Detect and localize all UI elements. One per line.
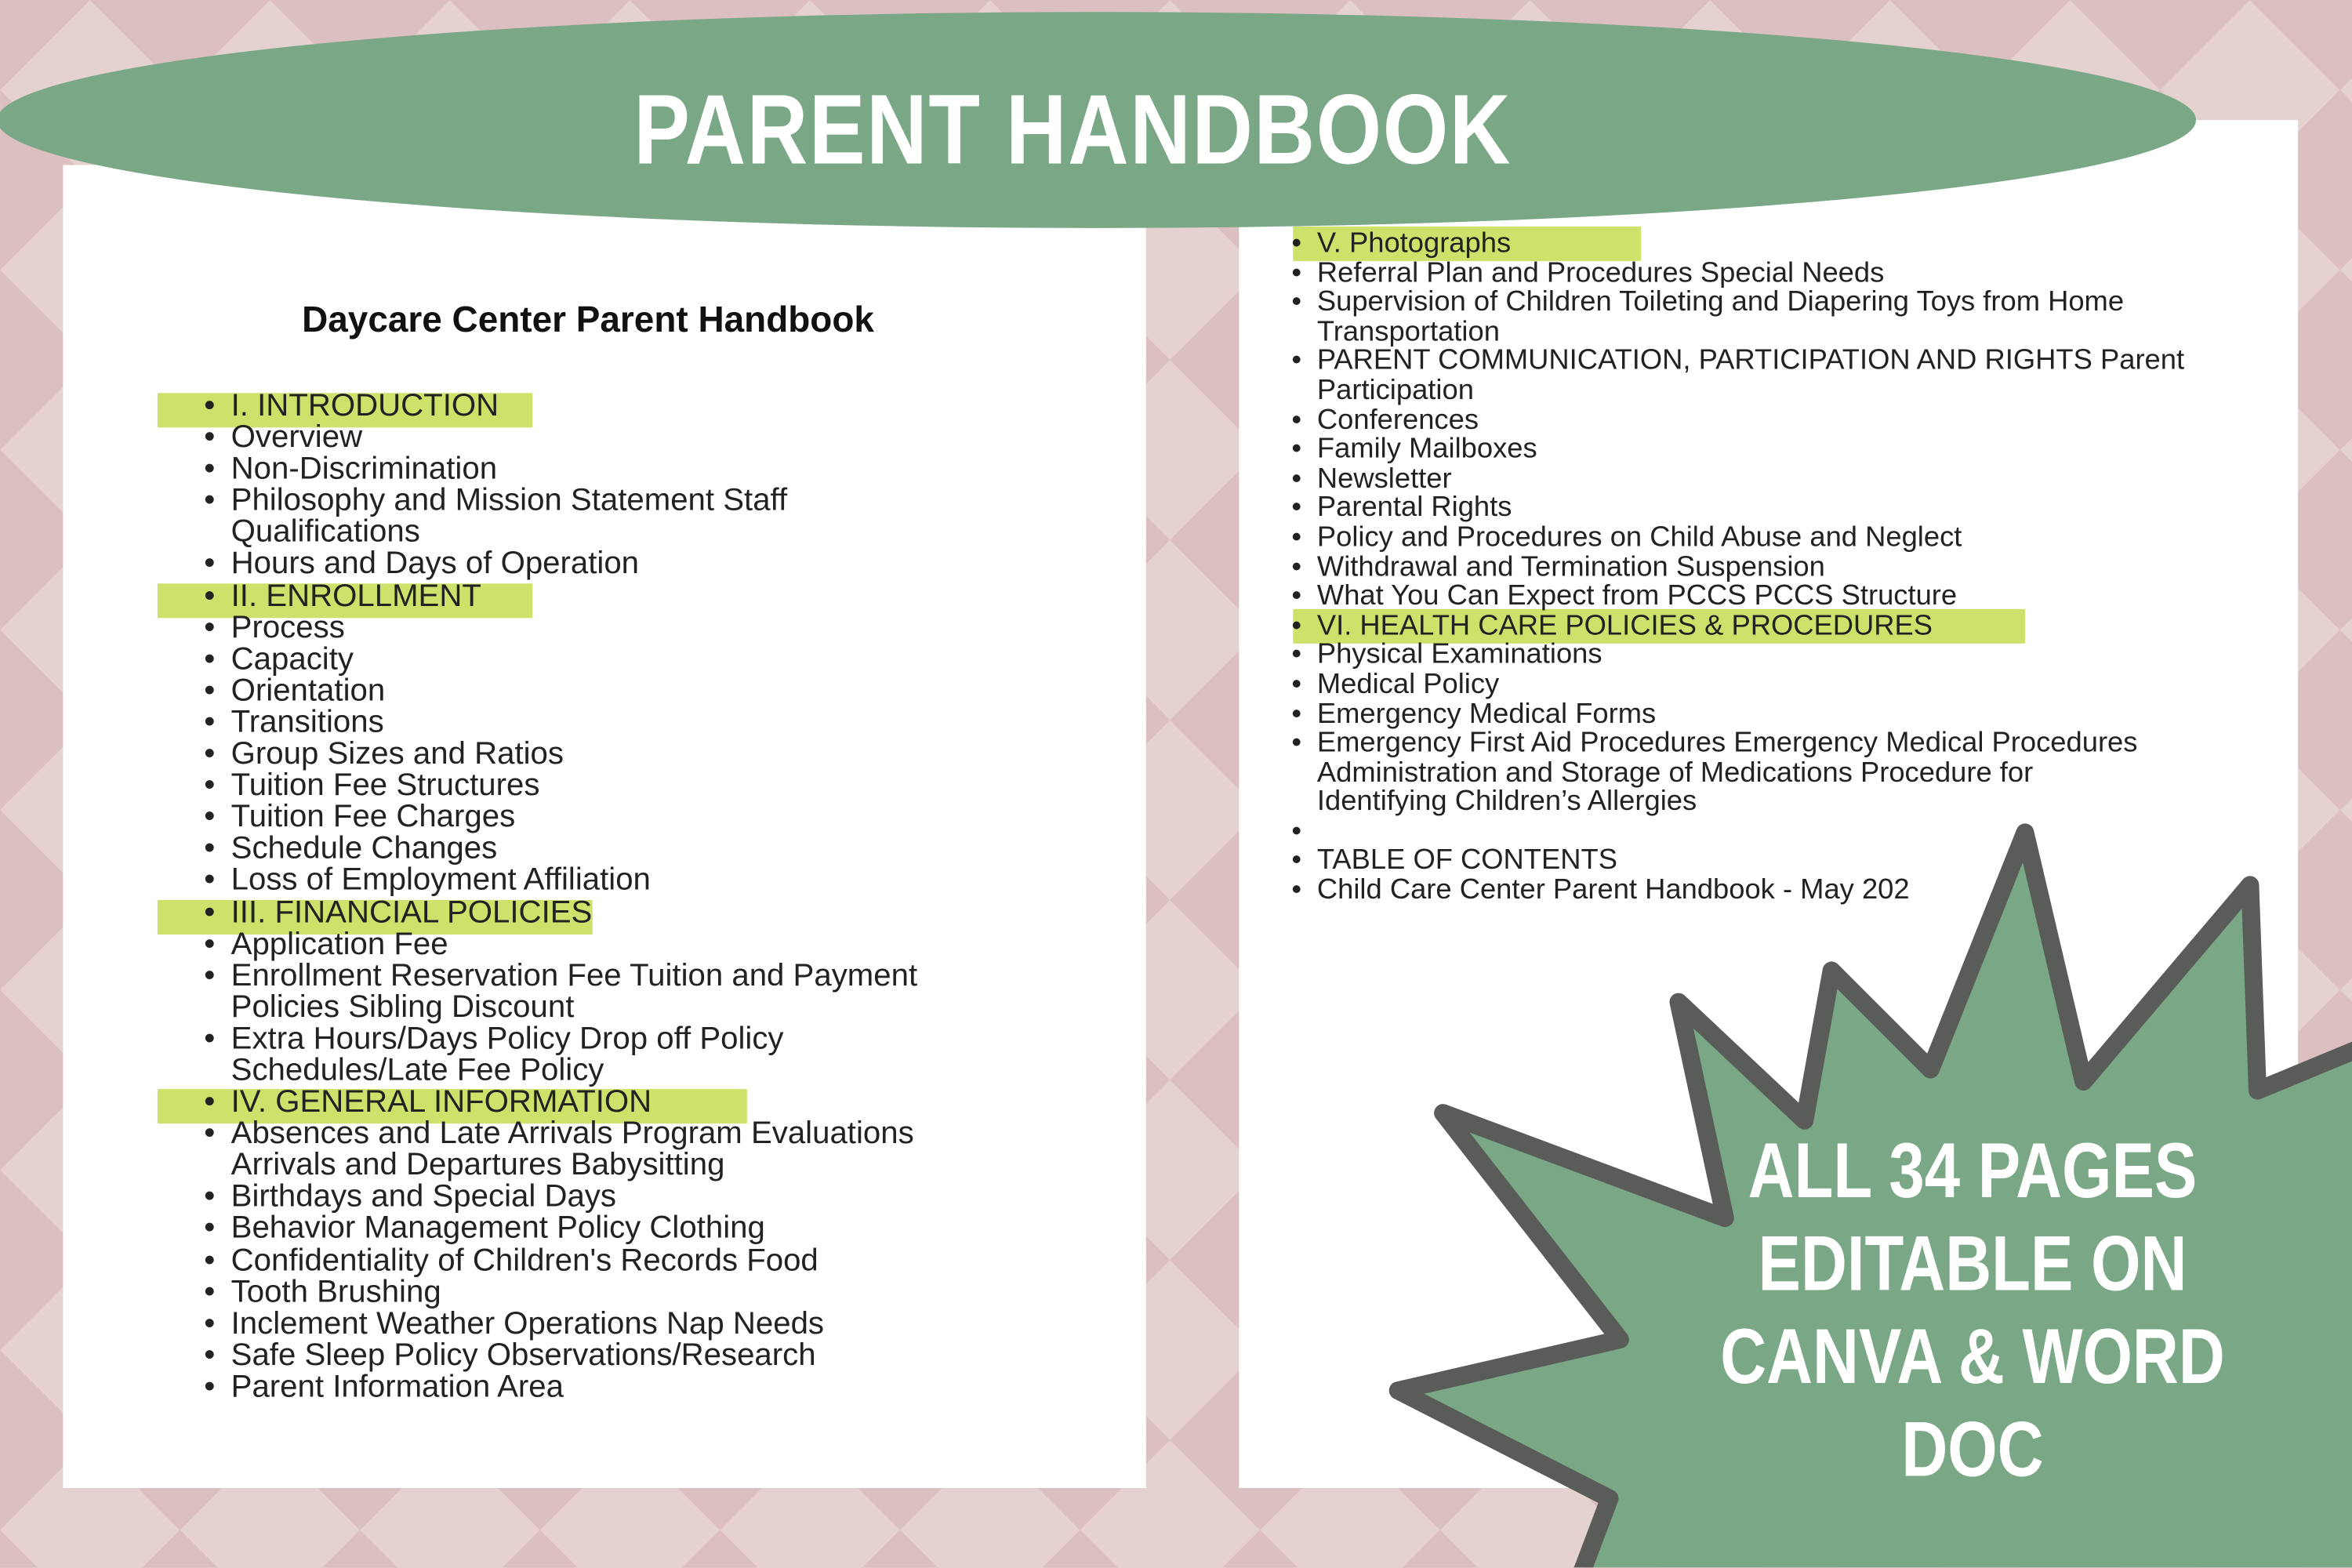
list-item <box>231 706 917 738</box>
list-item-text: Group Sizes and Ratios <box>230 736 564 771</box>
list-item <box>231 1371 917 1403</box>
list-item-text: Parental Rights <box>1316 492 1512 524</box>
contents-list-left <box>231 390 917 1402</box>
list-item <box>1317 641 2184 670</box>
section-heading-item <box>1317 612 2184 641</box>
list-item <box>230 641 917 677</box>
badge-line: ALL 34 PAGES <box>1748 1127 2198 1215</box>
list-item-text: Schedule Changes <box>230 831 498 866</box>
badge-text <box>1683 1125 2261 1497</box>
list-item <box>230 862 917 898</box>
list-item-text: Parent Information Area <box>230 1369 564 1404</box>
list-item-text: Safe Sleep Policy Observations/Research <box>230 1338 816 1373</box>
list-item-text: Absences and Late Arrivals Program Evaluations Arrivals and Departures Babysitting <box>230 1116 914 1183</box>
list-item <box>231 1244 917 1276</box>
list-item-text: I. INTRODUCTION <box>230 388 499 423</box>
list-item-text: III. FINANCIAL POLICIES <box>230 895 593 930</box>
list-item <box>231 453 917 485</box>
list-item <box>1316 521 2184 554</box>
list-item <box>1317 435 2184 464</box>
list-item <box>1316 286 2184 348</box>
list-item-text: IV. GENERAL INFORMATION <box>230 1084 652 1120</box>
section-heading-item <box>231 390 917 421</box>
list-item-text: Hours and Days of Operation <box>230 546 640 582</box>
list-item-text: II. ENROLLMENT <box>230 578 481 613</box>
document-title: Daycare Center Parent Handbook <box>302 299 874 341</box>
list-item <box>230 1305 917 1341</box>
list-item-text: Tuition Fee Charges <box>230 800 516 835</box>
list-item-text: Overview <box>230 419 363 455</box>
list-item <box>1317 259 2184 288</box>
list-item <box>1317 876 2184 905</box>
list-item <box>231 1118 917 1181</box>
list-item-text: Referral Plan and Procedures Special Needs <box>1316 257 1885 289</box>
list-item <box>231 960 917 1023</box>
list-item-text: Confidentiality of Children's Records Food <box>230 1243 818 1278</box>
list-item <box>231 1181 917 1212</box>
list-item-text: Newsletter <box>1316 463 1452 495</box>
list-item-text: Conferences <box>1316 404 1479 436</box>
list-item-text: Medical Policy <box>1316 669 1500 701</box>
list-item <box>231 801 917 833</box>
list-item-text: V. Photographs <box>1316 227 1512 260</box>
list-item <box>231 485 917 549</box>
section-heading-item <box>230 1084 917 1120</box>
section-heading-item <box>1316 227 2184 260</box>
list-item-text: Tuition Fee Structures <box>230 768 540 803</box>
list-item <box>230 1338 917 1373</box>
list-item <box>231 612 917 643</box>
list-item <box>1317 818 2184 847</box>
list-item-text: Process <box>230 610 345 645</box>
page-title: PARENT HANDBOOK <box>633 73 1512 185</box>
list-item <box>1317 465 2184 494</box>
list-item-text: Tooth Brushing <box>230 1274 441 1309</box>
section-heading-item <box>231 580 917 612</box>
list-item-text: Behavior Management Policy Clothing <box>230 1210 765 1246</box>
list-item-text: Inclement Weather Operations Nap Needs <box>230 1305 825 1341</box>
list-item <box>231 928 917 960</box>
list-item-text: Policy and Procedures on Child Abuse and Neglect <box>1316 521 1962 554</box>
list-item-text: TABLE OF CONTENTS <box>1316 845 1617 877</box>
list-item <box>231 738 917 769</box>
list-item-text: Withdrawal and Termination Suspension <box>1316 551 1825 583</box>
list-item <box>231 1023 917 1087</box>
list-item-text: Non-Discrimination <box>230 452 498 487</box>
list-item <box>1317 670 2184 699</box>
list-item-text: VI. HEALTH CARE POLICIES & PROCEDURES <box>1316 610 1933 642</box>
list-item <box>1317 347 2184 406</box>
list-item-text: Transitions <box>230 705 384 740</box>
list-item <box>230 419 917 455</box>
list-item-text: Orientation <box>230 673 386 708</box>
badge-line: CANVA & WORD DOC <box>1720 1314 2225 1494</box>
list-item-text: Child Care Center Parent Handbook - May 202 <box>1316 874 1910 906</box>
list-item-text: Extra Hours/Days Policy Drop off Policy Schedules/Late Fee Policy <box>230 1021 784 1088</box>
list-item <box>231 770 917 801</box>
list-item-text: PARENT COMMUNICATION, PARTICIPATION AND RIGHTS Parent Participation <box>1316 345 2185 407</box>
list-item <box>231 833 917 864</box>
list-item-text: Enrollment Reservation Fee Tuition and Payment Policies Sibling Discount <box>230 958 918 1025</box>
list-item-text: Capacity <box>230 641 354 677</box>
list-item <box>1317 406 2184 435</box>
list-item <box>230 546 917 582</box>
list-item <box>1316 580 2184 612</box>
list-item <box>1317 847 2184 876</box>
list-item <box>1317 729 2184 817</box>
list-item <box>1317 553 2184 582</box>
list-item-text: Application Fee <box>230 926 448 961</box>
list-item <box>231 1276 917 1308</box>
list-item-text: Physical Examinations <box>1316 639 1602 671</box>
section-heading-item <box>230 895 917 930</box>
contents-list-right <box>1316 227 2185 906</box>
list-item-text: Emergency Medical Forms <box>1316 698 1657 730</box>
badge-line: EDITABLE ON <box>1758 1221 2187 1308</box>
list-item-text: Philosophy and Mission Statement Staff Qualifications <box>230 483 788 550</box>
list-item-text: Birthdays and Special Days <box>230 1179 617 1214</box>
list-item <box>1317 700 2184 729</box>
list-item-text: Supervision of Children Toileting and Diapering Toys from Home Transportation <box>1316 286 2125 348</box>
list-item <box>230 1210 917 1246</box>
list-item-text: Emergency First Aid Procedures Emergency Medical Procedures Administration and Storage of Medications Procedure for Identifying Children’s Allergies <box>1316 728 2138 818</box>
list-item-text: Family Mailboxes <box>1316 434 1537 466</box>
list-item-text: What You Can Expect from PCCS PCCS Structure <box>1316 580 1958 612</box>
list-item-text: Loss of Employment Affiliation <box>230 862 651 898</box>
list-item <box>1317 494 2184 523</box>
list-item <box>231 675 917 706</box>
